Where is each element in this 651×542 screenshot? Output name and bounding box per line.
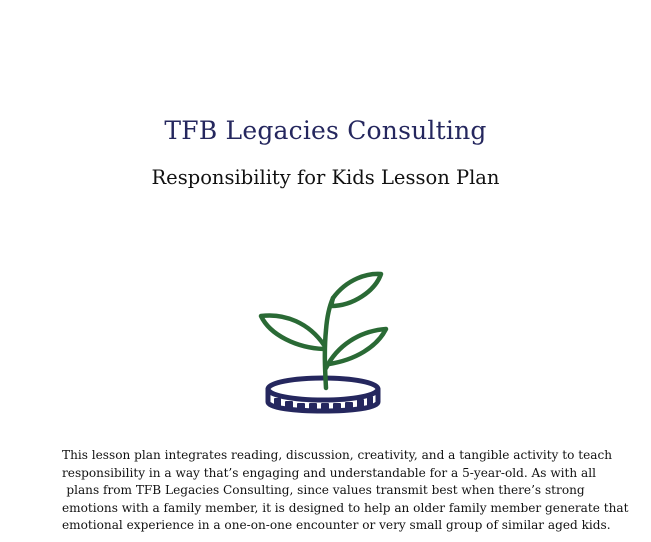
intro-line: plans from TFB Legacies Consulting, since values transmit best when there’s strong: [66, 483, 585, 497]
intro-line: responsibility in a way that’s engaging and understandable for a 5-year-old. As with all: [62, 465, 596, 480]
document-title: TFB Legacies Consulting: [164, 116, 487, 145]
intro-line: This lesson plan integrates reading, discussion, creativity, and a tangible activity to teach: [62, 448, 613, 462]
document-subtitle: Responsibility for Kids Lesson Plan: [151, 166, 500, 189]
intro-line: emotions with a family member, it is designed to help an older family member generate that: [62, 500, 629, 515]
intro-line: emotional experience in a one-on-one encounter or very small group of similar aged kids.: [62, 518, 611, 532]
intro-paragraph: [62, 447, 629, 535]
sprout-on-coin-icon: [255, 265, 395, 430]
